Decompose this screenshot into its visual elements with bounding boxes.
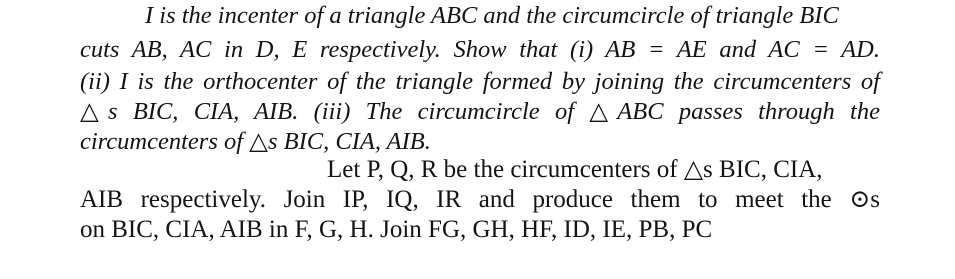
solution-line-3: on BIC, CIA, AIB in F, G, H. Join FG, GH, HF, ID, IE, PB, PC [80, 216, 713, 243]
problem-line-5: circumcenters of △s BIC, CIA, AIB. [80, 128, 431, 155]
solution-line-2: AIB respectively. Join IP, IQ, IR and produce them to meet the ⊙s [80, 186, 880, 213]
solution-line-1: Let P, Q, R be the circumcenters of △s BIC, CIA, [327, 156, 823, 183]
problem-line-2: cuts AB, AC in D, E respectively. Show that (i) AB = AE and AC = AD. [80, 36, 880, 63]
problem-line-1: I is the incenter of a triangle ABC and the circumcircle of triangle BIC [145, 2, 839, 29]
problem-line-3: (ii) I is the orthocenter of the triangle formed by joining the circumcenters of [80, 68, 880, 95]
problem-line-4: △s BIC, CIA, AIB. (iii) The circumcircle of △ABC passes through the [80, 98, 880, 125]
